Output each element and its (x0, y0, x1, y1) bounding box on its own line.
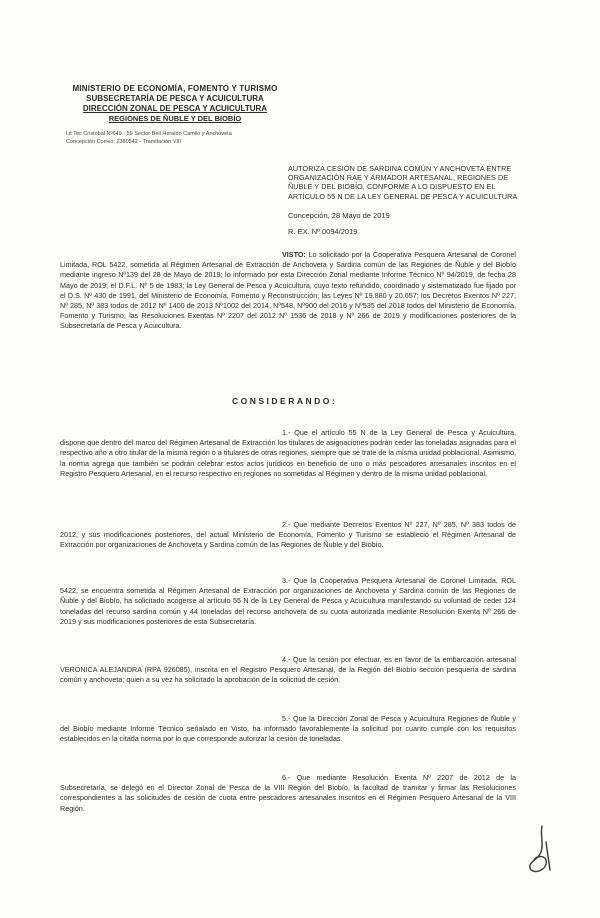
signature-mark (520, 822, 560, 878)
considerando-3 (60, 576, 516, 627)
resolution-date: Concepción, 28 Mayo de 2019 (288, 211, 390, 220)
considerando-heading: CONSIDERANDO: (232, 396, 338, 406)
considerando-2-text: 2.- Que mediante Decretos Exentos Nº 227, Nº 285, Nº 383 todos de 2012, y sus modificaciones posteriores, del actual Ministerio de Economía, Fomento y Turismo se estableció el Régimen Artesanal de Extracción por organizaciones de Anchoveta y Sardina común de las Regiones de Ñuble y del Biobío. (60, 520, 516, 550)
ministry-name: MINISTERIO DE ECONOMÍA, FOMENTO Y TURISMO (72, 84, 278, 93)
direccion-name: DIRECCIÓN ZONAL DE PESCA Y ACUICULTURA (82, 104, 268, 113)
letterhead (60, 84, 290, 124)
resolution-number: R. EX. Nº 0094/2019 (288, 227, 358, 236)
subsecretaria-name: SUBSECRETARÍA DE PESCA Y ACUICULTURA (86, 94, 264, 103)
considerando-5 (60, 714, 516, 745)
resolution-subject: AUTORIZA CESIÓN DE SARDINA COMÚN Y ANCHOVETA ENTRE ORGANIZACIÓN RAE Y ARMADOR ARTESANAL, REGIONES DE ÑUBLE Y DEL BIOBÍO, CONFORME A LO DISPUESTO EN EL ARTÍCULO 55 N DE LA LEY GENERAL DE PESCA Y ACUICULTURA (288, 164, 518, 201)
visto-text: Lo solicitado por la Cooperativa Pesquera Artesanal de Coronel Limitada, ROL 5422, sometida al Régimen Artesanal de Extracción de Anchoveta y Sardina común de las Regiones de Ñuble y del Biobío mediante ingreso Nº139 del 28 de Mayo de 2019; lo informado por esta Dirección Zonal mediante Informe Técnico Nº 94/2019, de fecha 28 Mayo de 2019; el D.F.L. Nº 5 de 1983; la Ley General de Pesca y Acuicultura, cuyo texto refundido, coordinado y sistematizado fue fijado por el D.S. Nº 430 de 1991, del Ministerio de Economía, Fomento y Reconstrucción; las Leyes Nº 19.880 y 20.657; los Decretos Exentos Nº 227, Nº 285, Nº 383 todos de 2012 Nº 1400 de 2013 Nº1002 del 2014, Nº548, Nº900 del 2016 y Nº535 del 2018 todos del Ministerio de Economía, Fomento y Turismo; las Resoluciones Exentas Nº 2207 del 2012 Nº 1536 de 2018 y Nº 266 de 2019 y modificaciones posteriores de la Subsecretaría de Pesca y Acuicultura. (60, 250, 516, 331)
address-line-1: Lit Tec Cristobal Nº649 - 59 Sector Bell Heraldo Camilo y Anchoveta (66, 131, 232, 137)
considerando-6 (60, 773, 516, 814)
considerando-4-text: 4.- Que la cesión por efectuar, es en favor de la embarcación artesanal VERONICA ALEJANDRA (RPA 926085), inscrita en el Registro Pesquero Artesanal, de la Región del Biobío sección pesquería de sardina común y anchoveta; quien a su vez ha solicitado la aprobación de la solicitud de cesión. (60, 655, 516, 685)
considerando-6-text: 6.- Que mediante Resolución Exenta Nº 2207 de 2012 de la Subsecretaría, se delegó en el Director Zonal de Pesca de la VIII Región del Biobío, la facultad de tramitar y firmar las Resoluciones correspondientes a las solicitudes de cesión de cuota entre pescadores artesanales inscritos en el Régimen Pesquero Artesanal de la VIII Región. (60, 773, 516, 813)
visto-label: VISTO: (282, 250, 306, 259)
regiones-name: REGIONES DE ÑUBLE Y DEL BIOBÍO (108, 114, 242, 123)
letterhead-address (66, 130, 326, 146)
considerando-1 (60, 428, 516, 479)
considerando-5-text: 5.- Que la Dirección Zonal de Pesca y Acuicultura Regiones de Ñuble y del Biobío mediante Informe Técnico señalado en Visto, ha informado favorablemente la solicitud por cuanto cumple con los requisitos establecidos en la citada norma por lo que corresponde autorizar la cesión de toneladas. (60, 714, 516, 744)
considerando-2 (60, 520, 516, 551)
considerando-1-text: 1.- Que el artículo 55 N de la Ley General de Pesca y Acuicultura, dispone que dentro del marco del Régimen Artesanal de Extracción los titulares de asignaciones podrán ceder las toneladas asignadas para el respectivo año a otro titular de la misma región o a titulares de otras regiones, siempre que se trate de la misma unidad poblacional. Asimismo, la norma agrega que también se podrán celebrar estos actos jurídicos en beneficio de uno o más pescadores artesanales inscritos en el Registro Pesquero Artesanal, en el recurso respectivo en regiones no sometidas al Régimen y dentro de la misma unidad poblacional. (60, 428, 516, 478)
address-line-2: Concepción Correo: 2380542 - Tramitación VIII (66, 139, 181, 145)
considerando-3-text: 3.- Que la Cooperativa Pesquera Artesanal de Coronel Limitada, ROL 5422, se encuentra sometida al Régimen Artesanal de Extracción por organizaciones de Anchoveta y Sardina común de las Regiones de Ñuble y del Biobío, ha solicitado acogerse al artículo 55 N de la Ley General de Pesca y Acuicultura manifestando su voluntad de ceder 124 toneladas del recurso sardina común y 44 toneladas del recurso anchoveta de su cuota autorizada mediante Resolución Exenta Nº 266 de 2019 y sus modificaciones posteriores de esta Subsecretaría. (60, 576, 516, 626)
considerando-4 (60, 655, 516, 686)
visto-paragraph (60, 250, 516, 332)
